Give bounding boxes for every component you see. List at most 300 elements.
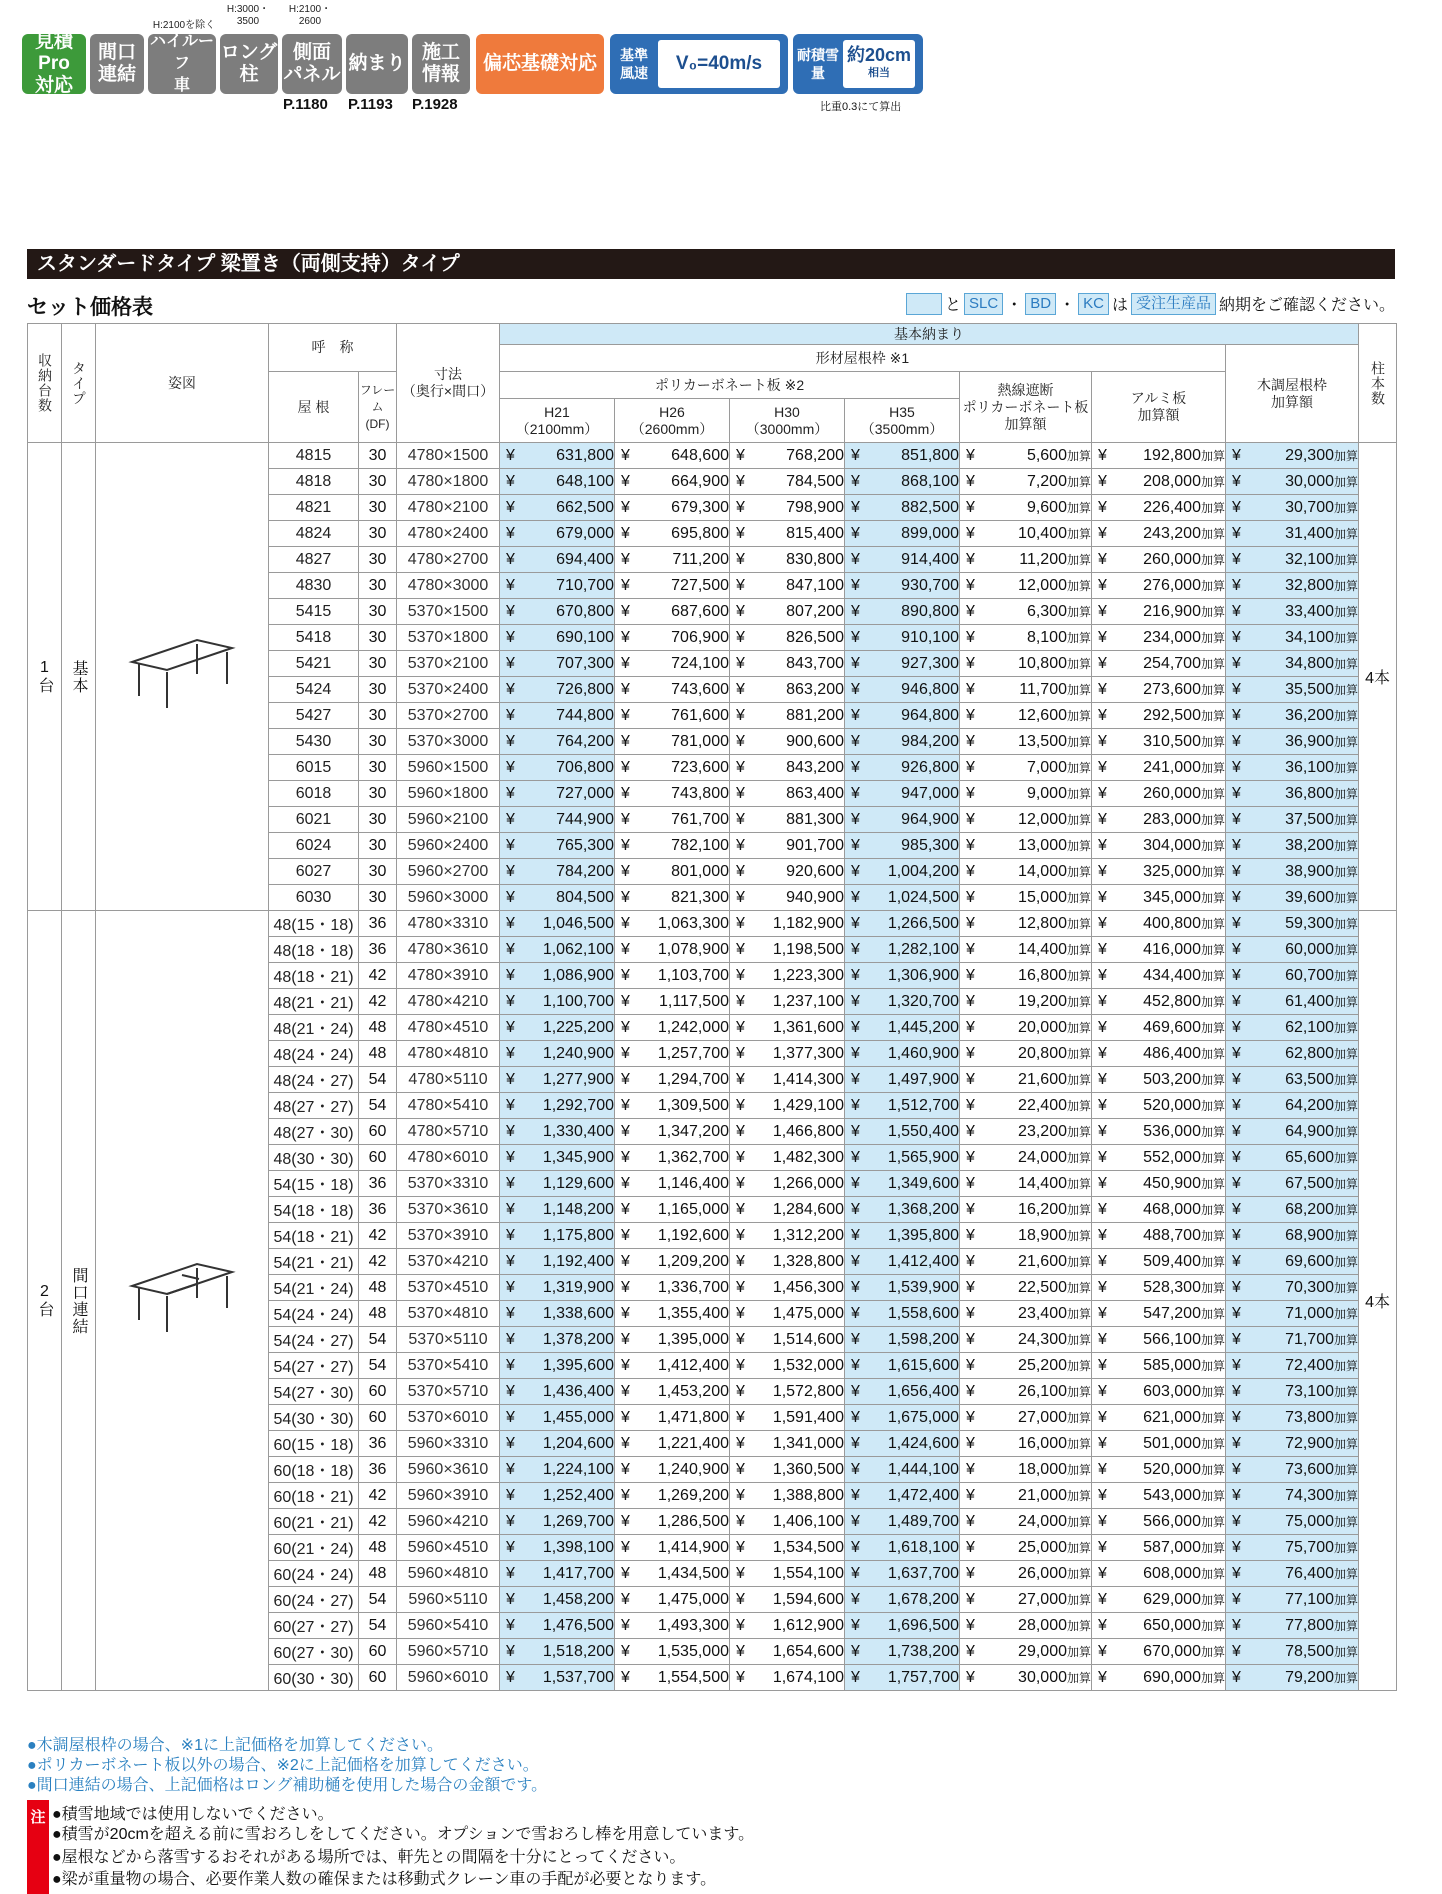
yen-sign: ¥ xyxy=(1098,1096,1107,1114)
price-value: 1,612,900 xyxy=(772,1616,844,1634)
add-value: 35,500 xyxy=(1285,680,1334,698)
price-h21 xyxy=(500,1665,615,1691)
add-alu xyxy=(1092,937,1226,963)
model-name: 60(18・21) xyxy=(269,1483,359,1509)
price-h30 xyxy=(730,651,845,677)
add-suffix: 加算 xyxy=(1200,1072,1225,1087)
price-h26 xyxy=(615,521,730,547)
badge-highroof: ハイルーフ 車 xyxy=(149,33,214,94)
add-value: 12,800 xyxy=(1018,914,1067,932)
add-value: 292,500 xyxy=(1143,706,1201,724)
add-value: 509,400 xyxy=(1143,1252,1201,1270)
yen-sign: ¥ xyxy=(506,1460,515,1478)
yen-sign: ¥ xyxy=(621,1096,630,1114)
yen-sign: ¥ xyxy=(506,706,515,724)
add-wood xyxy=(1226,859,1359,885)
add-value: 30,700 xyxy=(1285,498,1334,516)
yen-sign: ¥ xyxy=(1232,1174,1241,1192)
hdr-name: 呼 称 xyxy=(269,324,397,372)
yen-sign: ¥ xyxy=(736,1512,745,1530)
caution-4: ●梁が重量物の場合、必要作業人数の確保または移動式クレーン車の手配が必要となります。 xyxy=(52,1871,717,1888)
page-ref-3[interactable]: P.1928 xyxy=(412,96,458,113)
add-alu xyxy=(1092,599,1226,625)
add-value: 21,000 xyxy=(1018,1486,1067,1504)
yen-sign: ¥ xyxy=(736,862,745,880)
price-value: 984,200 xyxy=(901,732,959,750)
yen-sign: ¥ xyxy=(1232,1018,1241,1036)
price-h21 xyxy=(500,989,615,1015)
legend-made-to-order: 受注生産品 xyxy=(1131,293,1216,315)
yen-sign: ¥ xyxy=(966,1512,975,1530)
add-suffix: 加算 xyxy=(1066,630,1091,645)
add-heat xyxy=(960,1535,1092,1561)
badge-mitsumori-pro: 見積Pro 対応 xyxy=(22,34,86,94)
add-value: 74,300 xyxy=(1285,1486,1334,1504)
price-value: 662,500 xyxy=(556,498,614,516)
add-suffix: 加算 xyxy=(1334,1462,1359,1477)
price-value: 648,100 xyxy=(556,472,614,490)
yen-sign: ¥ xyxy=(966,1538,975,1556)
yen-sign: ¥ xyxy=(1098,472,1107,490)
price-h30 xyxy=(730,469,845,495)
dimensions: 4780×1800 xyxy=(397,469,500,495)
price-h21 xyxy=(500,963,615,989)
add-value: 488,700 xyxy=(1143,1226,1201,1244)
price-value: 868,100 xyxy=(901,472,959,490)
yen-sign: ¥ xyxy=(1098,836,1107,854)
price-h35 xyxy=(845,1509,960,1535)
add-alu xyxy=(1092,807,1226,833)
yen-sign: ¥ xyxy=(506,1668,515,1686)
yen-sign: ¥ xyxy=(1232,1304,1241,1322)
yen-sign: ¥ xyxy=(1098,1252,1107,1270)
add-value: 241,000 xyxy=(1143,758,1201,776)
price-value: 1,129,600 xyxy=(542,1174,614,1192)
yen-sign: ¥ xyxy=(1098,1408,1107,1426)
add-heat xyxy=(960,937,1092,963)
yen-sign: ¥ xyxy=(966,1070,975,1088)
add-heat xyxy=(960,1431,1092,1457)
add-value: 12,000 xyxy=(1018,576,1067,594)
add-value: 69,600 xyxy=(1285,1252,1334,1270)
yen-sign: ¥ xyxy=(851,602,860,620)
dimensions: 5370×6010 xyxy=(397,1405,500,1431)
add-suffix: 加算 xyxy=(1066,604,1091,619)
add-value: 226,400 xyxy=(1143,498,1201,516)
table-row xyxy=(28,443,1397,469)
add-suffix: 加算 xyxy=(1334,760,1359,775)
section-banner: スタンダードタイプ 梁置き（両側支持）タイプ xyxy=(27,249,1395,279)
yen-sign: ¥ xyxy=(1232,706,1241,724)
price-h35 xyxy=(845,547,960,573)
yen-sign: ¥ xyxy=(736,472,745,490)
add-suffix: 加算 xyxy=(1200,1566,1225,1581)
add-value: 77,100 xyxy=(1285,1590,1334,1608)
frame-df: 54 xyxy=(359,1353,397,1379)
price-value: 1,453,200 xyxy=(657,1382,729,1400)
add-value: 24,000 xyxy=(1018,1512,1067,1530)
add-suffix: 加算 xyxy=(1066,1228,1091,1243)
frame-df: 48 xyxy=(359,1041,397,1067)
add-suffix: 加算 xyxy=(1066,1150,1091,1165)
price-h21 xyxy=(500,573,615,599)
add-suffix: 加算 xyxy=(1200,1592,1225,1607)
price-value: 1,361,600 xyxy=(772,1018,844,1036)
add-value: 536,000 xyxy=(1143,1122,1201,1140)
model-name: 48(18・18) xyxy=(269,937,359,963)
price-value: 706,900 xyxy=(671,628,729,646)
model-name: 6018 xyxy=(269,781,359,807)
yen-sign: ¥ xyxy=(966,732,975,750)
add-wood xyxy=(1226,1405,1359,1431)
yen-sign: ¥ xyxy=(621,862,630,880)
price-h21 xyxy=(500,1041,615,1067)
price-h21 xyxy=(500,495,615,521)
yen-sign: ¥ xyxy=(506,1148,515,1166)
price-h21 xyxy=(500,1093,615,1119)
frame-df: 30 xyxy=(359,547,397,573)
add-value: 70,300 xyxy=(1285,1278,1334,1296)
add-suffix: 加算 xyxy=(1334,1176,1359,1191)
price-value: 1,266,500 xyxy=(887,914,959,932)
add-value: 528,300 xyxy=(1143,1278,1201,1296)
add-suffix: 加算 xyxy=(1066,1488,1091,1503)
add-suffix: 加算 xyxy=(1200,604,1225,619)
price-h30 xyxy=(730,729,845,755)
yen-sign: ¥ xyxy=(506,1382,515,1400)
price-value: 826,500 xyxy=(786,628,844,646)
yen-sign: ¥ xyxy=(1232,498,1241,516)
add-suffix: 加算 xyxy=(1200,838,1225,853)
table-row xyxy=(28,911,1397,937)
add-value: 9,000 xyxy=(1026,784,1067,802)
yen-sign: ¥ xyxy=(966,1486,975,1504)
price-value: 1,482,300 xyxy=(772,1148,844,1166)
price-value: 1,678,200 xyxy=(887,1590,959,1608)
add-suffix: 加算 xyxy=(1200,942,1225,957)
yen-sign: ¥ xyxy=(851,888,860,906)
yen-sign: ¥ xyxy=(736,654,745,672)
add-value: 587,000 xyxy=(1143,1538,1201,1556)
yen-sign: ¥ xyxy=(851,1486,860,1504)
add-alu xyxy=(1092,1639,1226,1665)
yen-sign: ¥ xyxy=(851,1226,860,1244)
yen-sign: ¥ xyxy=(851,784,860,802)
yen-sign: ¥ xyxy=(1098,1044,1107,1062)
add-heat xyxy=(960,443,1092,469)
add-suffix: 加算 xyxy=(1066,1670,1091,1685)
add-suffix: 加算 xyxy=(1200,1306,1225,1321)
add-value: 503,200 xyxy=(1143,1070,1201,1088)
yen-sign: ¥ xyxy=(621,940,630,958)
add-value: 59,300 xyxy=(1285,914,1334,932)
price-h35 xyxy=(845,1327,960,1353)
add-alu xyxy=(1092,1093,1226,1119)
frame-df: 48 xyxy=(359,1275,397,1301)
snow-load-box xyxy=(793,34,923,94)
yen-sign: ¥ xyxy=(1232,1122,1241,1140)
model-name: 6027 xyxy=(269,859,359,885)
price-h35 xyxy=(845,1197,960,1223)
yen-sign: ¥ xyxy=(1098,628,1107,646)
dimensions: 4780×2400 xyxy=(397,521,500,547)
yen-sign: ¥ xyxy=(736,914,745,932)
price-value: 1,269,200 xyxy=(657,1486,729,1504)
add-suffix: 加算 xyxy=(1066,1072,1091,1087)
yen-sign: ¥ xyxy=(506,654,515,672)
price-h35 xyxy=(845,1535,960,1561)
add-value: 690,000 xyxy=(1143,1668,1201,1686)
yen-sign: ¥ xyxy=(506,1356,515,1374)
add-wood xyxy=(1226,1015,1359,1041)
add-suffix: 加算 xyxy=(1066,708,1091,723)
frame-df: 30 xyxy=(359,469,397,495)
model-name: 48(24・24) xyxy=(269,1041,359,1067)
yen-sign: ¥ xyxy=(621,1590,630,1608)
price-value: 1,103,700 xyxy=(657,966,729,984)
price-h26 xyxy=(615,781,730,807)
yen-sign: ¥ xyxy=(966,1642,975,1660)
yen-sign: ¥ xyxy=(506,1486,515,1504)
price-value: 1,497,900 xyxy=(887,1070,959,1088)
add-value: 486,400 xyxy=(1143,1044,1201,1062)
yen-sign: ¥ xyxy=(966,940,975,958)
price-value: 1,277,900 xyxy=(542,1070,614,1088)
add-suffix: 加算 xyxy=(1200,1540,1225,1555)
add-wood xyxy=(1226,963,1359,989)
frame-df: 48 xyxy=(359,1015,397,1041)
yen-sign: ¥ xyxy=(621,1564,630,1582)
add-suffix: 加算 xyxy=(1334,1436,1359,1451)
model-name: 6030 xyxy=(269,885,359,911)
badge-osamari: 納まり xyxy=(346,34,408,94)
yen-sign: ¥ xyxy=(506,1642,515,1660)
page-ref-2[interactable]: P.1193 xyxy=(348,96,393,113)
add-wood xyxy=(1226,729,1359,755)
snow-value-box xyxy=(843,40,915,88)
price-h35 xyxy=(845,1379,960,1405)
model-name: 54(27・27) xyxy=(269,1353,359,1379)
add-suffix: 加算 xyxy=(1200,1410,1225,1425)
hdr-h35: H35 （3500mm） xyxy=(845,399,960,443)
price-value: 1,414,900 xyxy=(657,1538,729,1556)
price-value: 1,284,600 xyxy=(772,1200,844,1218)
yen-sign: ¥ xyxy=(621,1382,630,1400)
add-value: 34,100 xyxy=(1285,628,1334,646)
snow-note: 比重0.3にて算出 xyxy=(820,101,902,113)
subtitle: セット価格表 xyxy=(27,296,153,319)
add-value: 62,800 xyxy=(1285,1044,1334,1062)
price-value: 1,456,300 xyxy=(772,1278,844,1296)
frame-df: 30 xyxy=(359,573,397,599)
yen-sign: ¥ xyxy=(1098,1200,1107,1218)
yen-sign: ¥ xyxy=(621,1642,630,1660)
dimensions: 4780×6010 xyxy=(397,1145,500,1171)
add-suffix: 加算 xyxy=(1334,1592,1359,1607)
price-value: 761,600 xyxy=(671,706,729,724)
price-value: 1,554,500 xyxy=(657,1668,729,1686)
price-value: 1,489,700 xyxy=(887,1512,959,1530)
model-name: 48(15・18) xyxy=(269,911,359,937)
model-name: 60(21・24) xyxy=(269,1535,359,1561)
add-suffix: 加算 xyxy=(1200,708,1225,723)
add-value: 670,000 xyxy=(1143,1642,1201,1660)
price-h26 xyxy=(615,1041,730,1067)
price-h26 xyxy=(615,833,730,859)
add-heat xyxy=(960,1587,1092,1613)
price-h21 xyxy=(500,937,615,963)
yen-sign: ¥ xyxy=(1098,576,1107,594)
price-value: 1,063,300 xyxy=(657,914,729,932)
yen-sign: ¥ xyxy=(966,862,975,880)
price-value: 1,341,000 xyxy=(772,1434,844,1452)
price-h26 xyxy=(615,599,730,625)
dimensions: 4780×2700 xyxy=(397,547,500,573)
add-suffix: 加算 xyxy=(1066,1176,1091,1191)
price-h21 xyxy=(500,1015,615,1041)
add-suffix: 加算 xyxy=(1066,1618,1091,1633)
yen-sign: ¥ xyxy=(736,680,745,698)
price-h21 xyxy=(500,1483,615,1509)
yen-sign: ¥ xyxy=(621,1070,630,1088)
price-h30 xyxy=(730,599,845,625)
add-suffix: 加算 xyxy=(1334,1072,1359,1087)
price-value: 940,900 xyxy=(786,888,844,906)
yen-sign: ¥ xyxy=(736,966,745,984)
add-suffix: 加算 xyxy=(1200,526,1225,541)
legend-swatch xyxy=(906,293,942,315)
price-value: 1,424,600 xyxy=(887,1434,959,1452)
add-alu xyxy=(1092,1171,1226,1197)
note-long-b: H:2100・ 2600 xyxy=(288,4,332,27)
frame-df: 30 xyxy=(359,885,397,911)
price-h26 xyxy=(615,625,730,651)
dimensions: 5960×4810 xyxy=(397,1561,500,1587)
yen-sign: ¥ xyxy=(1098,550,1107,568)
add-wood xyxy=(1226,495,1359,521)
price-value: 1,471,800 xyxy=(657,1408,729,1426)
price-value: 881,200 xyxy=(786,706,844,724)
add-suffix: 加算 xyxy=(1334,1150,1359,1165)
yen-sign: ¥ xyxy=(621,1356,630,1374)
yen-sign: ¥ xyxy=(1232,602,1241,620)
add-value: 21,600 xyxy=(1018,1070,1067,1088)
add-value: 304,000 xyxy=(1143,836,1201,854)
add-value: 416,000 xyxy=(1143,940,1201,958)
price-h26 xyxy=(615,1613,730,1639)
yen-sign: ¥ xyxy=(1098,1382,1107,1400)
frame-df: 30 xyxy=(359,807,397,833)
price-value: 631,800 xyxy=(556,446,614,464)
price-h35 xyxy=(845,1613,960,1639)
add-heat xyxy=(960,1197,1092,1223)
price-h21 xyxy=(500,911,615,937)
hdr-size: 寸法 （奥行×間口） xyxy=(397,324,500,443)
yen-sign: ¥ xyxy=(966,1460,975,1478)
add-suffix: 加算 xyxy=(1200,1644,1225,1659)
yen-sign: ¥ xyxy=(1232,1226,1241,1244)
add-heat xyxy=(960,625,1092,651)
yen-sign: ¥ xyxy=(966,914,975,932)
price-value: 964,900 xyxy=(901,810,959,828)
add-suffix: 加算 xyxy=(1066,760,1091,775)
yen-sign: ¥ xyxy=(736,810,745,828)
yen-sign: ¥ xyxy=(851,1096,860,1114)
model-name: 48(24・27) xyxy=(269,1067,359,1093)
add-value: 5,600 xyxy=(1026,446,1067,464)
add-value: 400,800 xyxy=(1143,914,1201,932)
add-heat xyxy=(960,911,1092,937)
add-suffix: 加算 xyxy=(1200,916,1225,931)
yen-sign: ¥ xyxy=(851,862,860,880)
add-alu xyxy=(1092,1379,1226,1405)
add-wood xyxy=(1226,885,1359,911)
yen-sign: ¥ xyxy=(851,654,860,672)
yen-sign: ¥ xyxy=(736,1174,745,1192)
yen-sign: ¥ xyxy=(621,576,630,594)
price-value: 1,237,100 xyxy=(772,992,844,1010)
yen-sign: ¥ xyxy=(966,966,975,984)
dimensions: 4780×2100 xyxy=(397,495,500,521)
yen-sign: ¥ xyxy=(966,836,975,854)
yen-sign: ¥ xyxy=(1098,1070,1107,1088)
yen-sign: ¥ xyxy=(851,550,860,568)
yen-sign: ¥ xyxy=(621,1408,630,1426)
model-name: 48(30・30) xyxy=(269,1145,359,1171)
price-value: 1,004,200 xyxy=(887,862,959,880)
dimensions: 5370×2400 xyxy=(397,677,500,703)
dimensions: 5370×1500 xyxy=(397,599,500,625)
add-suffix: 加算 xyxy=(1066,864,1091,879)
add-value: 22,400 xyxy=(1018,1096,1067,1114)
yen-sign: ¥ xyxy=(506,1408,515,1426)
model-name: 4824 xyxy=(269,521,359,547)
yen-sign: ¥ xyxy=(1098,810,1107,828)
dimensions: 4780×5110 xyxy=(397,1067,500,1093)
add-value: 14,400 xyxy=(1018,940,1067,958)
hdr-frame: フレーム (DF) xyxy=(359,372,397,443)
add-suffix: 加算 xyxy=(1200,682,1225,697)
add-suffix: 加算 xyxy=(1066,786,1091,801)
add-wood xyxy=(1226,1561,1359,1587)
price-h30 xyxy=(730,1665,845,1691)
yen-sign: ¥ xyxy=(966,1018,975,1036)
price-value: 726,800 xyxy=(556,680,614,698)
price-h30 xyxy=(730,1119,845,1145)
price-h30 xyxy=(730,781,845,807)
page-ref-1[interactable]: P.1180 xyxy=(283,96,328,113)
price-value: 1,377,300 xyxy=(772,1044,844,1062)
price-h35 xyxy=(845,1093,960,1119)
dimensions: 5370×4510 xyxy=(397,1275,500,1301)
dimensions: 5960×3910 xyxy=(397,1483,500,1509)
add-heat xyxy=(960,1145,1092,1171)
price-value: 1,345,900 xyxy=(542,1148,614,1166)
wind-value: V₀=40m/s xyxy=(658,40,780,88)
add-suffix: 加算 xyxy=(1066,1540,1091,1555)
yen-sign: ¥ xyxy=(966,1434,975,1452)
price-h21 xyxy=(500,703,615,729)
yen-sign: ¥ xyxy=(506,446,515,464)
add-heat xyxy=(960,521,1092,547)
price-value: 1,429,100 xyxy=(772,1096,844,1114)
price-value: 920,600 xyxy=(786,862,844,880)
yen-sign: ¥ xyxy=(851,446,860,464)
price-value: 1,146,400 xyxy=(657,1174,729,1192)
add-wood xyxy=(1226,651,1359,677)
price-h21 xyxy=(500,651,615,677)
add-wood xyxy=(1226,1379,1359,1405)
